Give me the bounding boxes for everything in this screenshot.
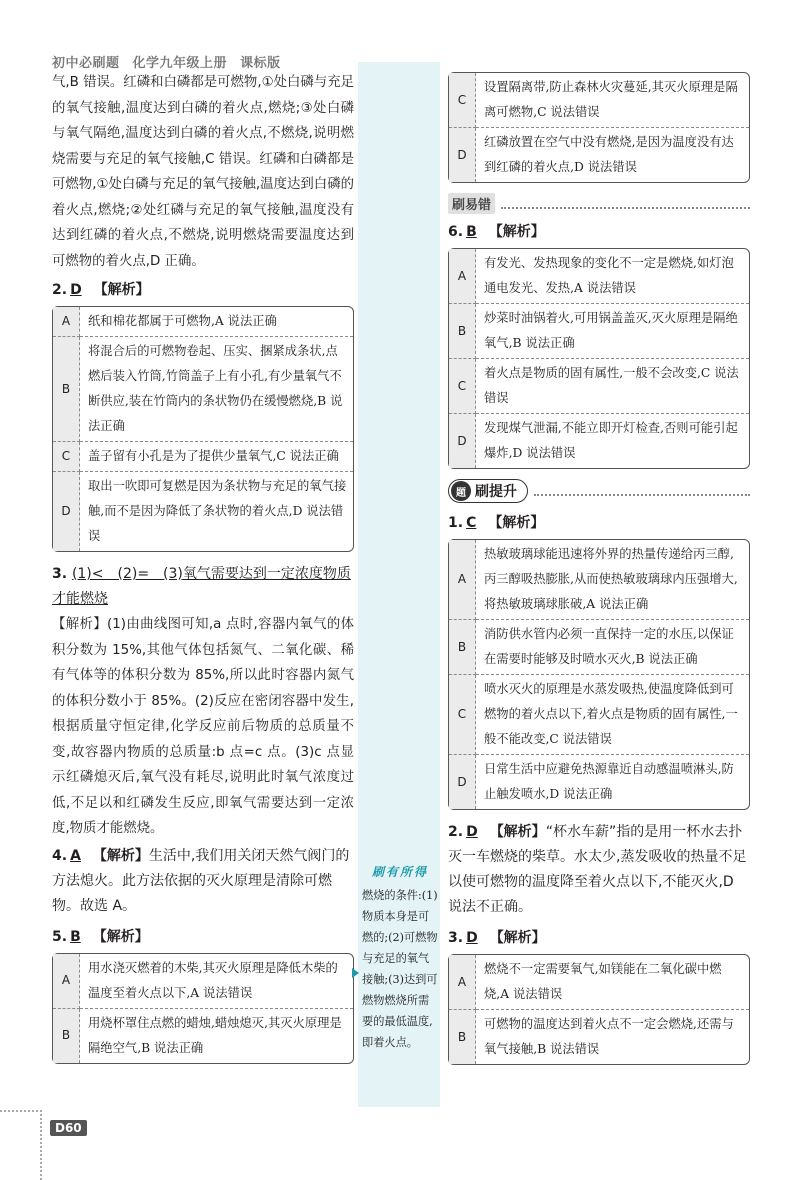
option-row [449, 675, 749, 755]
option-text: 炒菜时油锅着火,可用锅盖盖灭,灭火原理是隔绝氧气,B 说法正确 [476, 304, 749, 359]
option-row [449, 128, 749, 182]
analysis-tag: 【解析】 [488, 515, 545, 531]
option-label: A [449, 249, 476, 304]
question-2-heading [52, 278, 354, 302]
option-label: D [53, 472, 80, 551]
question-5-options-table [52, 953, 354, 1064]
analysis-tag: 【解析】 [489, 930, 546, 946]
question-number: 2. [52, 282, 68, 298]
option-row [449, 540, 749, 620]
option-row [53, 954, 353, 1009]
option-row [449, 955, 749, 1010]
option-label: B [53, 1009, 80, 1063]
analysis-tag: 【解析】 [488, 224, 545, 240]
option-text: 喷水灭火的原理是水蒸发吸热,使温度降低到可燃物的着火点以下,着火点是物质的固有属性,一般不能改变,C 说法错误 [476, 675, 749, 755]
answer-line: (1)< (2)= (3)氧气需要达到一定浓度物质才能燃烧 [52, 566, 351, 607]
section-common-mistakes [448, 193, 750, 214]
tip-title: 刷有所得 [371, 865, 428, 879]
header-edition: 课标版 [240, 56, 281, 71]
answer-letter: D [466, 930, 478, 946]
question-5-options-continued [448, 72, 750, 183]
option-label: C [449, 359, 476, 414]
question-number: 4. [52, 847, 68, 864]
question-number: 1. [448, 515, 464, 531]
option-row [449, 620, 749, 675]
option-label: A [449, 540, 476, 620]
page-number: D60 [50, 1120, 87, 1136]
tip-arrow-icon [352, 968, 359, 978]
section-badge-icon: 题 [451, 481, 471, 501]
option-text: 可燃物的温度达到着火点不一定会燃烧,还需与氧气接触,B 说法错误 [484, 1017, 734, 1056]
option-row [53, 472, 353, 551]
question-number: 2. [448, 824, 464, 840]
option-row [449, 414, 749, 468]
option-text: 设置隔离带,防止森林火灾蔓延,其灭火原理是隔离可燃物,C 说法错误 [476, 73, 749, 128]
question-3-analysis: 【解析】(1)由曲线图可知,a 点时,容器内氧气的体积分数为 15%,其他气体包括氮气、二氧化碳、稀有气体等的体积分数为 85%,所以此时容器内氮气的体积分数小于 85%。(2)反应在密闭容器中发生,根据质量守恒定律,化学反应前后物质的总质量不变,故容器内物质的总质量:b 点=c 点。(3)c 点显示红磷熄灭后,氧气没有耗尽,说明此时氧气浓度过低,不足以和红磷发生反应,即氧气需要达到一定浓度,物质才能燃烧。 [52, 617, 354, 836]
section-improvement [448, 479, 750, 503]
option-text: 燃烧不一定需要氧气,如镁能在二氧化碳中燃烧,A 说法错误 [476, 955, 749, 1010]
option-label: A [53, 954, 80, 1009]
analysis-tag: 【解析】 [92, 847, 149, 864]
question-5-heading [52, 925, 354, 949]
analysis-tag: 【解析】 [92, 928, 149, 945]
option-row [449, 755, 749, 809]
option-label: D [449, 755, 476, 809]
option-text: 用烧杯罩住点燃的蜡烛,蜡烛熄灭,其灭火原理是隔绝空气,B 说法正确 [88, 1015, 342, 1055]
option-row [449, 304, 749, 359]
improve-question-1-heading [448, 511, 750, 535]
option-text: 发现煤气泄漏,不能立即开灯检查,否则可能引起爆炸,D 说法错误 [484, 421, 738, 460]
section-title: 刷提升 [475, 484, 517, 500]
analysis-text: 生活中,我们用关闭天然气阀门的方法熄火。此方法依据的灭火原理是清除可燃物。故选 A。 [52, 847, 350, 914]
option-row [449, 249, 749, 304]
option-label: D [449, 414, 476, 468]
option-text: 红磷放置在空气中没有燃烧,是因为温度没有达到红磷的着火点,D 说法错误 [484, 135, 734, 174]
option-row [449, 359, 749, 414]
improve-question-1-options-table [448, 539, 750, 810]
option-text: 取出一吹即可复燃是因为条状物与充足的氧气接触,而不是因为降低了条状物的着火点,D 说法错误 [88, 479, 347, 543]
option-label: B [449, 304, 476, 359]
question-2-options-table [52, 306, 354, 552]
option-text: 热敏玻璃球能迅速将外界的热量传递给丙三醇,丙三醇吸热膨胀,从而使热敏玻璃球内压强增大,将热敏玻璃球胀破,A 说法正确 [476, 540, 749, 620]
corner-decoration [0, 1110, 42, 1180]
option-label: B [449, 1010, 476, 1064]
option-text: 日常生活中应避免热源靠近自动感温喷淋头,防止触发喷水,D 说法正确 [484, 762, 734, 801]
option-text: 消防供水管内必须一直保持一定的水压,以保证在需要时能够及时喷水灭火,B 说法正确 [476, 620, 749, 675]
answer-letter: D [70, 282, 82, 298]
option-text: 将混合后的可燃物卷起、压实、捆紧成条状,点燃后装入竹筒,竹筒盖子上有小孔,有少量氧气不断供应,装在竹筒内的条状物仍在缓慢燃烧,B 说法正确 [80, 337, 353, 442]
improve-question-3-heading [448, 926, 750, 950]
answer-letter: A [70, 847, 81, 864]
answer-letter: D [466, 824, 478, 840]
answer-letter: C [466, 515, 477, 531]
analysis-text: “杯水车薪”指的是用一杯水去扑灭一车燃烧的柴草。水太少,蒸发吸收的热量不足以使可燃物的温度降至着火点以下,不能灭火,D 说法不正确。 [448, 824, 747, 915]
question-4-heading [52, 844, 354, 919]
question-number: 5. [52, 928, 68, 945]
question-6-options-table [448, 248, 750, 469]
option-row [449, 73, 749, 128]
option-row [449, 1010, 749, 1064]
option-text: 盖子留有小孔是为了提供少量氧气,C 说法正确 [80, 442, 353, 472]
option-label: C [449, 73, 476, 128]
section-title: 刷易错 [448, 193, 495, 214]
option-row [53, 442, 353, 472]
option-text: 着火点是物质的固有属性,一般不会改变,C 说法错误 [476, 359, 749, 414]
option-label: C [449, 675, 476, 755]
option-label: B [53, 337, 80, 442]
dotted-divider [501, 199, 750, 209]
question-number: 3. [52, 566, 68, 582]
section-badge [448, 479, 528, 503]
option-label: A [53, 307, 80, 337]
option-label: C [53, 442, 80, 472]
improve-question-2-heading [448, 820, 750, 920]
tip-text: 燃烧的条件:(1)物质本身是可燃的;(2)可燃物与充足的氧气接触;(3)达到可燃物燃烧所需要的最低温度,即着火点。 [362, 889, 438, 1049]
question-3-heading [52, 562, 354, 612]
option-text: 用水浇灭燃着的木柴,其灭火原理是降低木柴的温度至着火点以下,A 说法错误 [80, 954, 353, 1009]
continued-analysis: 气,B 错误。红磷和白磷都是可燃物,①处白磷与充足的氧气接触,温度达到白磷的着火点,燃烧;③处白磷与氧气隔绝,温度达到白磷的着火点,不燃烧,说明燃烧需要与充足的氧气接触,C 错误。红磷和白磷都是可燃物,①处白磷与充足的氧气接触,温度达到白磷的着火点,燃烧;②处红磷与充足的氧气接触,温度没有达到红磷的着火点,不燃烧,说明燃烧需要温度达到可燃物的着火点,D 正确。 [52, 75, 354, 269]
improve-question-3-options-table [448, 954, 750, 1065]
option-text: 纸和棉花都属于可燃物,A 说法正确 [80, 307, 353, 337]
option-label: D [449, 128, 476, 182]
question-number: 6. [448, 224, 464, 240]
running-header [52, 52, 289, 71]
right-column [448, 62, 750, 1075]
header-subject: 化学九年级上册 [132, 56, 228, 71]
option-label: A [449, 955, 476, 1010]
option-label: B [449, 620, 476, 675]
option-row [53, 1009, 353, 1063]
answer-letter: B [70, 928, 81, 945]
header-series: 初中必刷题 [52, 56, 120, 71]
question-number: 3. [448, 930, 464, 946]
analysis-tag: 【解析】 [489, 824, 546, 840]
option-row [53, 307, 353, 337]
option-row [53, 337, 353, 442]
option-text: 有发光、发热现象的变化不一定是燃烧,如灯泡通电发光、发热,A 说法错误 [476, 249, 749, 304]
analysis-tag: 【解析】 [93, 282, 150, 298]
dotted-divider [534, 486, 750, 496]
question-6-heading [448, 220, 750, 244]
left-column [52, 70, 354, 1074]
answer-letter: B [466, 224, 477, 240]
tip-box [362, 862, 438, 1053]
